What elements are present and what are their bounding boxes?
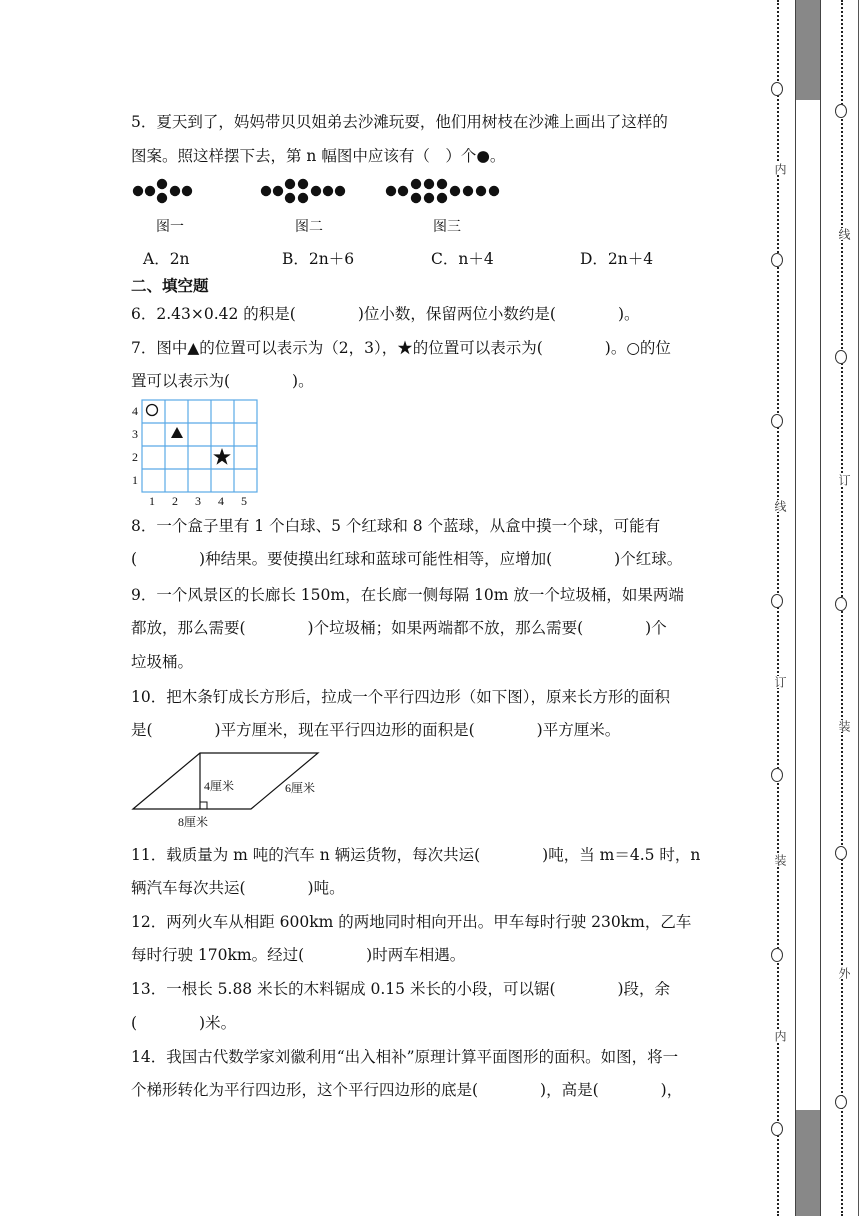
option-d: D．2n＋4	[580, 250, 654, 268]
q7-line1: 7．图中▲的位置可以表示为（2，3），★的位置可以表示为( )。○的位	[131, 339, 671, 357]
binding-margin	[755, 0, 860, 1216]
outer-circle-1	[835, 104, 847, 118]
figure-2-dots	[261, 179, 345, 203]
inner-label-xian: 线	[773, 500, 787, 512]
margin-border-left	[795, 0, 796, 1216]
q13-line1: 13．一根长 5.88 米长的木料锯成 0.15 米长的小段，可以锯( )段，余	[131, 980, 671, 998]
binding-circle-7	[771, 1122, 783, 1136]
figure-3-label: 图三	[433, 219, 461, 235]
binding-circle-3	[771, 414, 783, 428]
margin-edge	[858, 0, 859, 1216]
q9-line2: 都放，那么需要( )个垃圾桶；如果两端都不放，那么需要( )个	[131, 619, 667, 637]
y-tick-3: 3	[132, 427, 138, 441]
q11-line2: 辆汽车每次共运( )吨。	[131, 879, 345, 897]
q6-line: 6．2.43×0.42 的积是( )位小数，保留两位小数约是( )。	[131, 305, 640, 323]
inner-label-ding: 订	[773, 676, 787, 688]
q8-line2: ( )种结果。要使摸出红球和蓝球可能性相等，应增加( )个红球。	[131, 550, 683, 568]
binding-circle-1	[771, 82, 783, 96]
inner-label-nei-top: 内	[773, 163, 787, 175]
option-a: A．2n	[143, 250, 190, 268]
binding-circle-6	[771, 948, 783, 962]
q10-line2: 是( )平方厘米，现在平行四边形的面积是( )平方厘米。	[131, 721, 621, 739]
q5-line1: 5．夏天到了，妈妈带贝贝姐弟去沙滩玩耍，他们用树枝在沙滩上画出了这样的	[131, 113, 668, 131]
y-tick-2: 2	[132, 450, 138, 464]
outer-circle-3	[835, 597, 847, 611]
outer-label-ding: 订	[837, 474, 851, 486]
y-tick-1: 1	[132, 473, 138, 487]
q11-line1: 11．载质量为 m 吨的汽车 n 辆运货物，每次共运( )吨，当 m＝4.5 时，n	[131, 846, 701, 864]
y-tick-4: 4	[132, 404, 138, 418]
figure-1-dots	[133, 179, 192, 203]
star-marker	[213, 448, 231, 465]
option-c: C．n＋4	[431, 250, 494, 268]
q5-line2: 图案。照这样摆下去，第 n 幅图中应该有（ ）个●。	[131, 147, 506, 165]
triangle-marker	[171, 427, 183, 438]
x-tick-1: 1	[149, 494, 155, 508]
x-tick-4: 4	[218, 494, 224, 508]
q14-line2: 个梯形转化为平行四边形，这个平行四边形的底是( )，高是( )，	[131, 1081, 683, 1099]
q9-line3: 垃圾桶。	[131, 653, 194, 671]
section-heading-fill-blank: 二、填空题	[131, 276, 209, 295]
binding-circle-2	[771, 253, 783, 267]
option-b: B．2n＋6	[282, 250, 355, 268]
figure-3-dots	[386, 179, 499, 203]
side-label: 6厘米	[285, 781, 316, 795]
q10-line1: 10．把木条钉成长方形后，拉成一个平行四边形（如下图），原来长方形的面积	[131, 688, 670, 706]
figure-2-label: 图二	[295, 219, 323, 235]
parallelogram-figure	[128, 750, 328, 832]
q7-line2: 置可以表示为( )。	[131, 372, 314, 390]
q14-line1: 14．我国古代数学家刘徽利用“出入相补”原理计算平面图形的面积。如图，将一	[131, 1048, 679, 1066]
outer-label-wai: 外	[837, 967, 851, 979]
q9-line1: 9．一个风景区的长廊长 150m，在长廊一侧每隔 10m 放一个垃圾桶，如果两端	[131, 586, 684, 604]
coordinate-grid	[128, 398, 263, 510]
binding-circle-5	[771, 768, 783, 782]
outer-circle-2	[835, 350, 847, 364]
binding-circle-4	[771, 594, 783, 608]
grey-bar-top	[796, 0, 820, 100]
margin-border-right	[820, 0, 821, 1216]
grey-bar-bottom	[796, 1110, 820, 1216]
outer-circle-4	[835, 846, 847, 860]
q12-line2: 每时行驶 170km。经过( )时两车相遇。	[131, 946, 466, 964]
q12-line1: 12．两列火车从相距 600km 的两地同时相向开出。甲车每时行驶 230km，乙车	[131, 913, 692, 931]
inner-label-nei-bottom: 内	[773, 1030, 787, 1042]
q13-line2: ( )米。	[131, 1014, 237, 1032]
height-label: 4厘米	[204, 779, 235, 793]
q8-line1: 8．一个盒子里有 1 个白球、5 个红球和 8 个蓝球，从盒中摸一个球，可能有	[131, 517, 661, 535]
outer-label-xian: 线	[837, 228, 851, 240]
x-tick-3: 3	[195, 494, 201, 508]
x-tick-2: 2	[172, 494, 178, 508]
circle-marker	[147, 405, 158, 416]
outer-circle-5	[835, 1095, 847, 1109]
inner-label-zhuang: 装	[773, 854, 787, 866]
outer-label-zhuang: 装	[837, 720, 851, 732]
base-label: 8厘米	[178, 815, 209, 829]
x-tick-5: 5	[241, 494, 247, 508]
figure-1-label: 图一	[156, 219, 184, 235]
dot-pattern-figures	[128, 176, 508, 208]
